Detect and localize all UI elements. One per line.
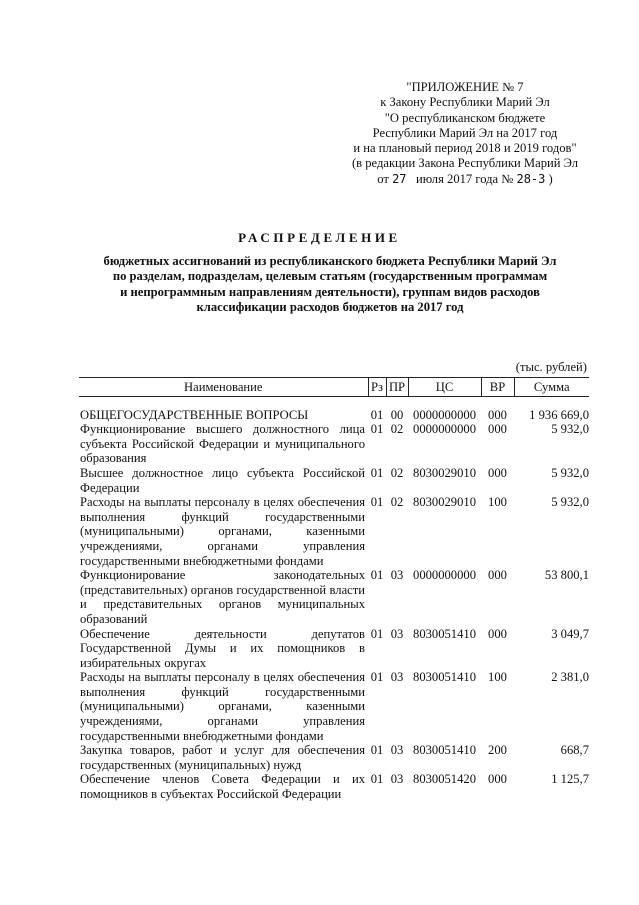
date-day: 27 — [392, 171, 407, 186]
row-pr: 03 — [390, 670, 404, 685]
row-pr: 03 — [390, 626, 404, 641]
header-vr: ВР — [481, 378, 514, 397]
row-vr: 000 — [488, 422, 507, 437]
row-pr: 03 — [390, 568, 404, 583]
row-pr: 03 — [390, 743, 404, 758]
row-rz: 01 — [370, 626, 384, 641]
row-sum: 668,7 — [560, 743, 589, 758]
table-row — [79, 627, 589, 671]
header-name: Наименование — [79, 378, 368, 397]
row-cs: 8030029010 — [413, 465, 476, 480]
row-cs: 8030029010 — [413, 495, 476, 510]
subtitle-line: классификации расходов бюджетов на 2017 год — [196, 299, 464, 314]
row-pr: 03 — [390, 772, 404, 787]
table-row — [79, 495, 589, 568]
appendix-line: "ПРИЛОЖЕНИЕ № 7 — [406, 80, 524, 94]
row-rz: 01 — [370, 422, 384, 437]
appendix-line: Республики Марий Эл на 2017 год — [372, 125, 558, 140]
row-name: Закупка товаров, работ и услуг для обеспечения государственных (муниципальных) нужд — [80, 743, 365, 772]
appendix-header — [340, 80, 590, 187]
table-row — [79, 568, 589, 626]
row-name: Функционирование законодательных (представительных) органов государственной власти и представительных органов муниципальных образований — [80, 568, 365, 626]
row-sum: 3 049,7 — [551, 626, 589, 641]
row-vr: 000 — [488, 772, 507, 787]
header-rz: Рз — [368, 378, 386, 397]
header-sum: Сумма — [514, 378, 589, 397]
table-row — [79, 670, 589, 743]
row-sum: 53 800,1 — [544, 568, 589, 583]
row-vr: 100 — [488, 495, 507, 510]
row-name: Расходы на выплаты персоналу в целях обеспечения выполнения функций государственными (муниципальными) органами, казенными учреждениями, органами управления государственными внебюджетными фондами — [80, 495, 365, 568]
row-cs: 0000000000 — [413, 422, 476, 437]
row-pr: 02 — [390, 495, 404, 510]
date-middle: июля 2017 года № — [415, 171, 514, 186]
row-vr: 000 — [488, 626, 507, 641]
row-sum: 5 932,0 — [551, 422, 589, 437]
row-vr: 000 — [488, 465, 507, 480]
row-vr: 100 — [488, 670, 507, 685]
row-rz: 01 — [370, 568, 384, 583]
appendix-line: "О республиканском бюджете — [384, 110, 546, 125]
table-header-row — [79, 378, 589, 397]
table-row — [79, 743, 589, 772]
subtitle-line: по разделам, подразделам, целевым статьям (государственным программам — [112, 269, 548, 284]
row-sum: 1 125,7 — [551, 772, 589, 787]
row-pr: 02 — [390, 422, 404, 437]
units-label: (тыс. рублей) — [515, 360, 587, 374]
row-rz: 01 — [370, 743, 384, 758]
row-rz: 01 — [370, 772, 384, 787]
table-row — [79, 396, 589, 422]
row-name: Высшее должностное лицо субъекта Российской Федерации — [80, 465, 365, 495]
amendment-date-line — [340, 172, 590, 187]
appendix-line: и на плановый период 2018 и 2019 годов" — [353, 141, 577, 156]
document-title: РАСПРЕДЕЛЕНИЕ — [238, 230, 401, 245]
date-suffix: ) — [548, 171, 553, 186]
row-sum: 5 932,0 — [551, 495, 589, 510]
row-name: Расходы на выплаты персоналу в целях обеспечения выполнения функций государственными (муниципальными) органами, казенными учреждениями, органами управления государственными внебюджетными фондами — [80, 670, 365, 743]
row-cs: 8030051410 — [413, 670, 476, 685]
document-subtitle — [80, 254, 580, 315]
row-vr: 200 — [488, 743, 507, 758]
row-sum: 2 381,0 — [551, 670, 589, 685]
budget-table — [79, 377, 589, 802]
table-row — [79, 772, 589, 801]
row-sum: 5 932,0 — [551, 465, 589, 480]
row-cs: 8030051420 — [413, 772, 476, 787]
row-cs: 8030051410 — [413, 743, 476, 758]
header-cs: ЦС — [408, 378, 481, 397]
table-row — [79, 422, 589, 466]
subtitle-line: и непрограммным направлениям деятельности), группам видов расходов — [120, 284, 540, 299]
row-name: Обеспечение членов Совета Федерации и их помощников в субъектах Российской Федерации — [80, 772, 365, 802]
row-vr: 000 — [488, 568, 507, 583]
row-cs: 8030051410 — [413, 626, 476, 641]
row-name: ОБЩЕГОСУДАРСТВЕННЫЕ ВОПРОСЫ — [80, 407, 309, 422]
law-number: 28-З — [516, 171, 546, 186]
row-pr: 00 — [390, 407, 404, 422]
row-sum: 1 936 669,0 — [529, 407, 589, 422]
row-vr: 000 — [488, 407, 507, 422]
table-row — [79, 466, 589, 495]
row-name: Обеспечение деятельности депутатов Государственной Думы и их помощников в избирательных округах — [80, 626, 365, 670]
row-rz: 01 — [370, 465, 384, 480]
row-cs: 0000000000 — [413, 407, 476, 422]
subtitle-line: бюджетных ассигнований из республиканского бюджета Республики Марий Эл — [103, 254, 557, 268]
row-rz: 01 — [370, 670, 384, 685]
date-prefix: от — [377, 171, 389, 186]
row-name: Функционирование высшего должностного лица субъекта Российской Федерации и муниципального образования — [80, 422, 365, 466]
row-rz: 01 — [370, 495, 384, 510]
row-pr: 02 — [390, 465, 404, 480]
row-cs: 0000000000 — [413, 568, 476, 583]
row-rz: 01 — [370, 407, 384, 422]
appendix-line: (в редакции Закона Республики Марий Эл — [351, 156, 579, 171]
header-pr: ПР — [386, 378, 408, 397]
appendix-line: к Закону Республики Марий Эл — [380, 95, 550, 110]
